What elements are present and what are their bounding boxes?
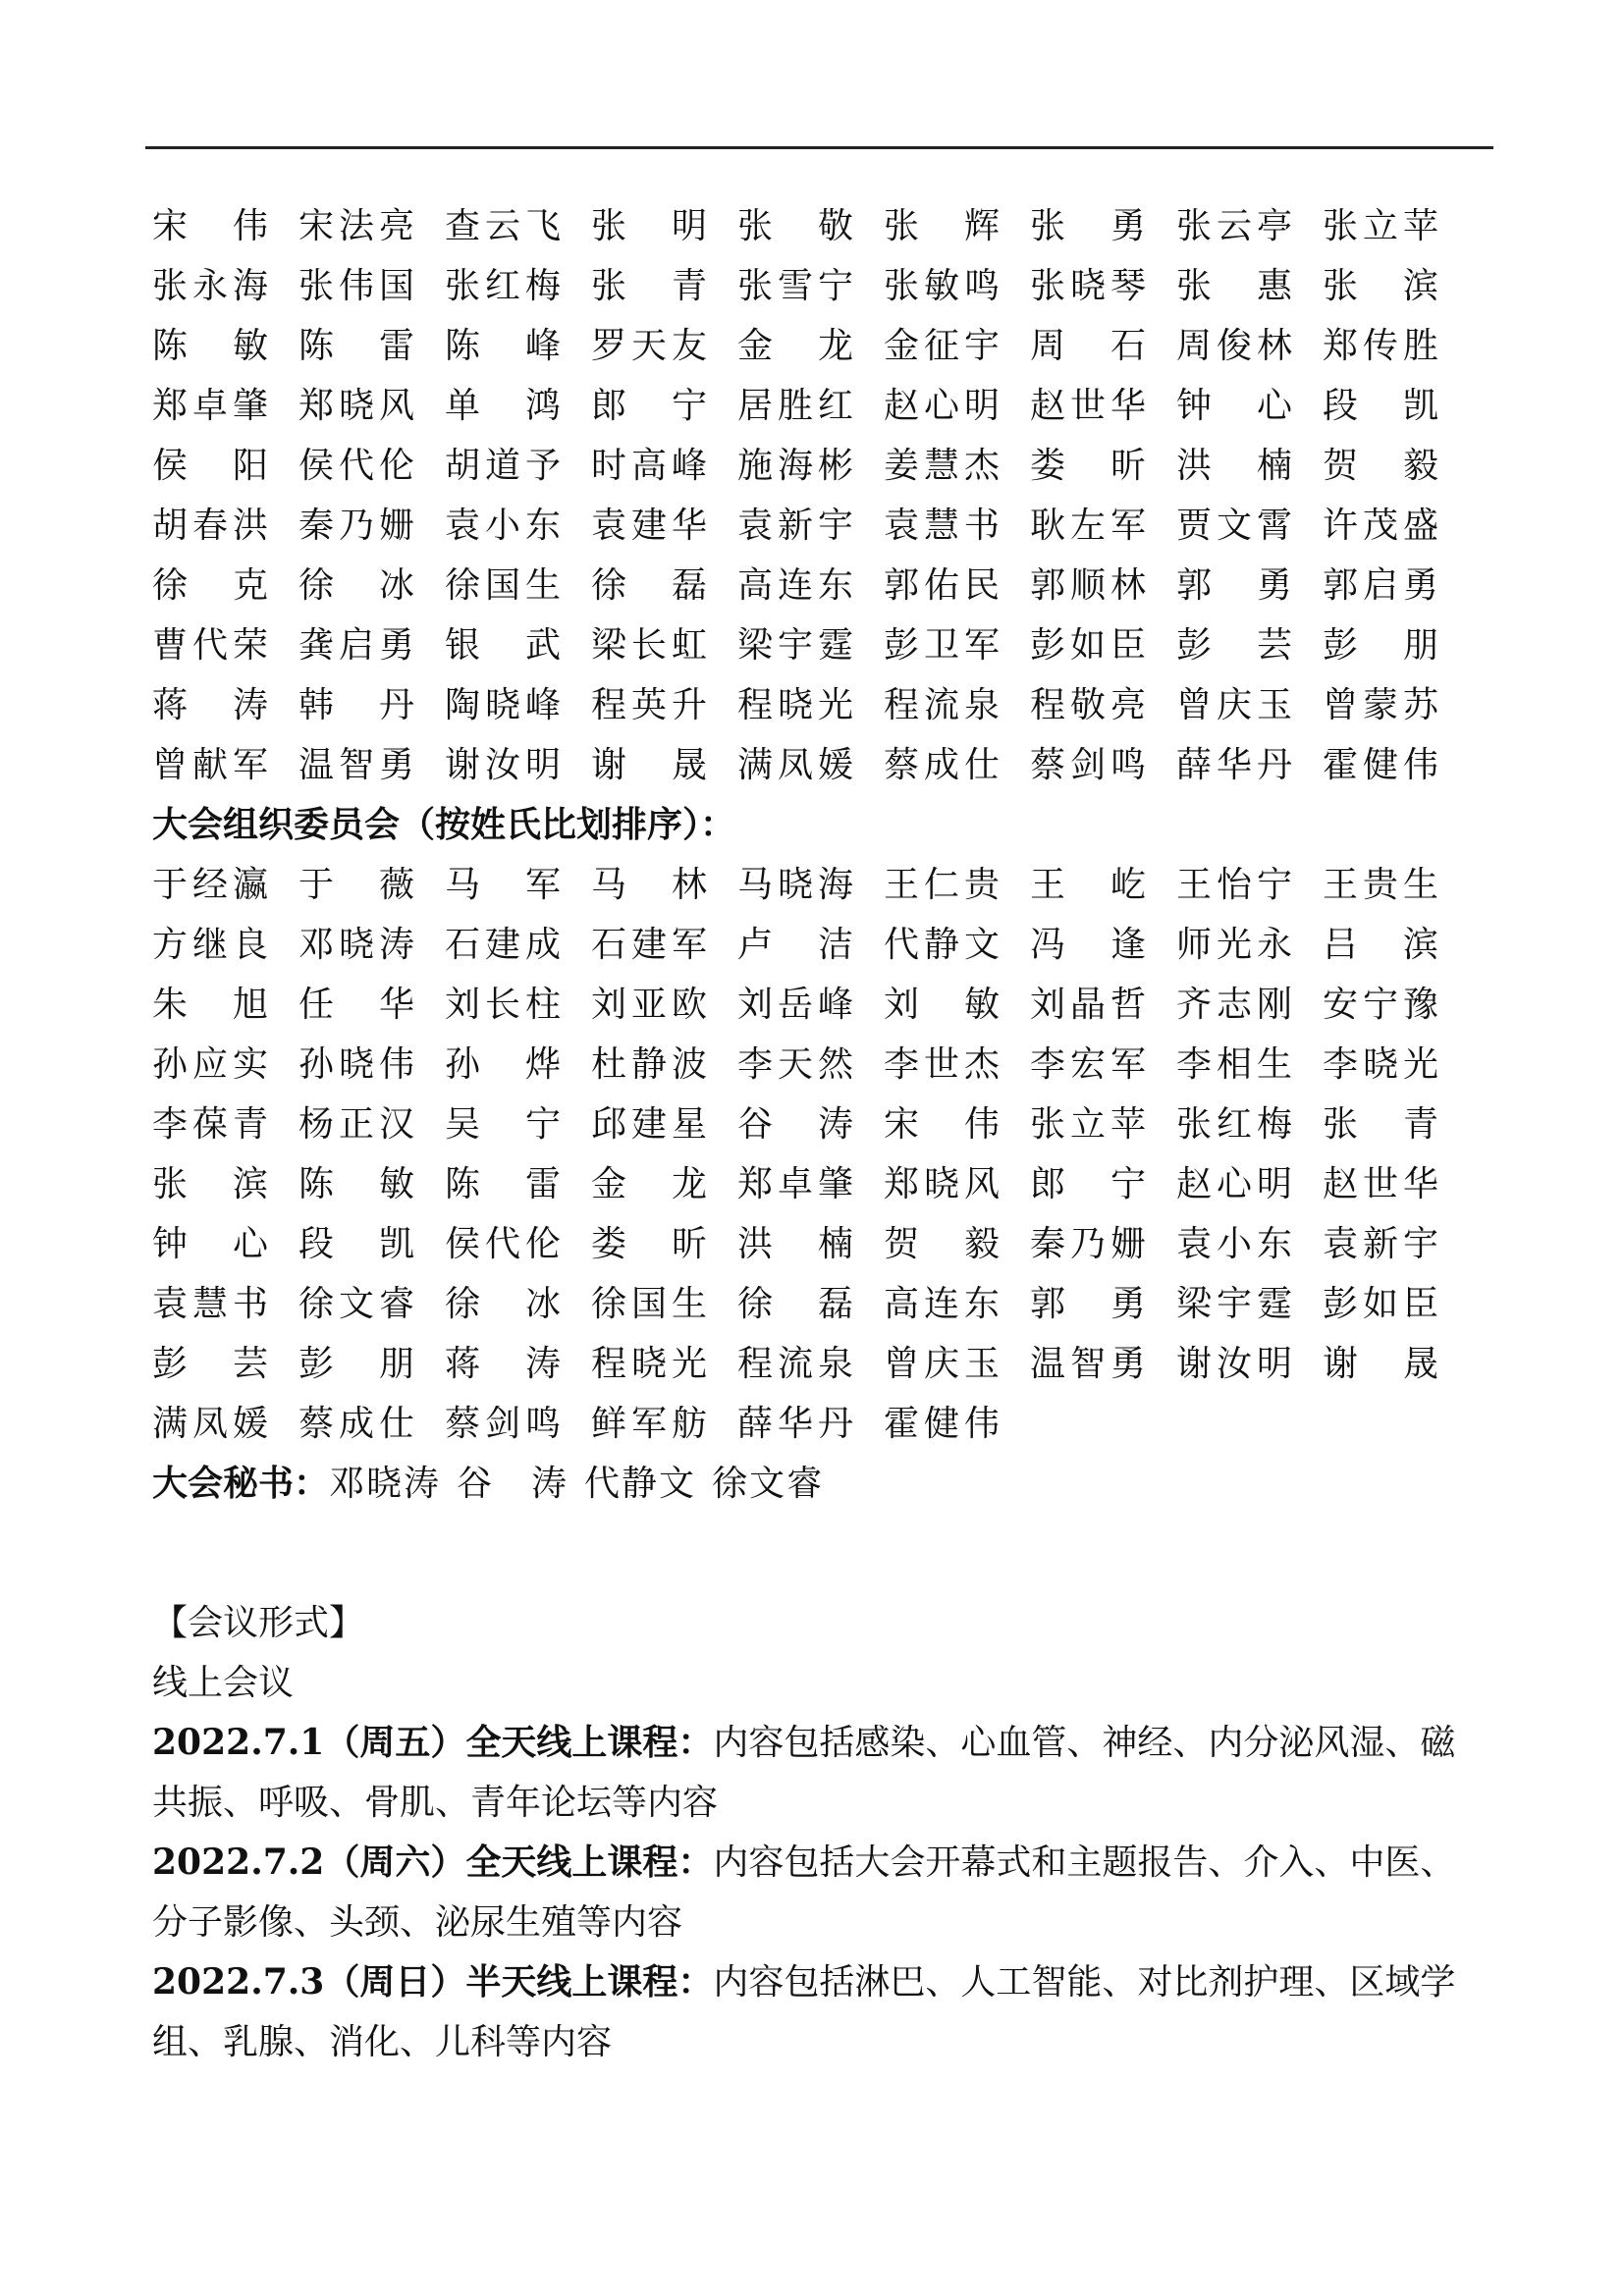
name-cell: 查云飞 — [445, 206, 563, 246]
name-cell: 贺 毅 — [1323, 446, 1440, 486]
name-cell: 张 敬 — [737, 206, 855, 246]
name-cell: 陈 敏 — [298, 1164, 416, 1204]
name-cell: 谢汝明 — [1176, 1344, 1294, 1384]
name-cell: 金 龙 — [591, 1164, 709, 1204]
name-cell: 孙 烨 — [445, 1044, 563, 1085]
name-cell: 袁慧书 — [152, 1284, 270, 1324]
name-cell: 段 凯 — [298, 1224, 416, 1264]
name-cell: 袁新宇 — [1323, 1224, 1440, 1264]
name-cell: 刘岳峰 — [737, 985, 855, 1025]
name-cell: 郑传胜 — [1323, 326, 1440, 366]
name-cell: 彭 朋 — [298, 1344, 416, 1384]
name-cell: 许茂盛 — [1323, 506, 1440, 546]
schedule-item — [152, 1833, 1468, 1952]
name-cell: 王仁贵 — [884, 865, 1001, 905]
name-cell: 胡道予 — [445, 446, 563, 486]
name-cell: 徐国生 — [591, 1284, 709, 1324]
name-cell: 徐 冰 — [445, 1284, 563, 1324]
spacer — [152, 1514, 1468, 1574]
name-cell: 张永海 — [152, 266, 270, 306]
name-cell: 陈 雷 — [445, 1164, 563, 1204]
name-cell: 宋 伟 — [884, 1104, 1001, 1145]
schedule-description: 内容包括感染、心血管、神经、内分泌风湿、磁共振、呼吸、骨肌、青年论坛等内容 — [152, 1723, 1456, 1823]
name-cell: 曾庆玉 — [884, 1344, 1001, 1384]
name-cell: 张 滨 — [1323, 266, 1440, 306]
name-cell: 谷 涛 — [737, 1104, 855, 1145]
name-cell: 居胜红 — [737, 386, 855, 426]
name-cell: 袁小东 — [445, 506, 563, 546]
name-cell: 张晓琴 — [1030, 266, 1148, 306]
name-cell: 张云亭 — [1176, 206, 1294, 246]
name-cell: 孙应实 — [152, 1044, 270, 1085]
schedule-item — [152, 1713, 1468, 1833]
spacer — [152, 1574, 1468, 1593]
name-cell: 满凤媛 — [152, 1404, 270, 1444]
name-cell: 郭佑民 — [884, 565, 1001, 606]
committee-name-grid — [152, 196, 1468, 795]
name-cell: 鲜军舫 — [591, 1404, 709, 1444]
name-cell: 石建军 — [591, 925, 709, 965]
name-cell: 刘晶哲 — [1030, 985, 1148, 1025]
name-cell: 侯 阳 — [152, 446, 270, 486]
name-cell: 刘亚欧 — [591, 985, 709, 1025]
name-cell: 卢 洁 — [737, 925, 855, 965]
name-cell: 赵心明 — [884, 386, 1001, 426]
name-cell: 石建成 — [445, 925, 563, 965]
meeting-format-subtitle: 线上会议 — [152, 1663, 295, 1703]
name-cell: 陈 峰 — [445, 326, 563, 366]
name-cell: 谢 晟 — [1323, 1344, 1440, 1384]
name-cell: 王 屹 — [1030, 865, 1148, 905]
name-cell: 彭 芸 — [1176, 625, 1294, 666]
name-cell: 龚启勇 — [298, 625, 416, 666]
name-cell: 赵心明 — [1176, 1164, 1294, 1204]
name-cell: 张 明 — [591, 206, 709, 246]
name-cell: 郎 宁 — [1030, 1164, 1148, 1204]
name-cell: 张红梅 — [445, 266, 563, 306]
name-cell: 邓晓涛 — [298, 925, 416, 965]
organizing-committee-heading: 大会组织委员会（按姓氏比划排序）： — [152, 804, 736, 845]
name-cell: 张红梅 — [1176, 1104, 1294, 1145]
name-cell: 徐 冰 — [298, 565, 416, 606]
name-cell: 娄 昕 — [591, 1224, 709, 1264]
name-cell: 代静文 — [884, 925, 1001, 965]
name-cell: 钟 心 — [152, 1224, 270, 1264]
name-cell: 薛华丹 — [737, 1404, 855, 1444]
name-cell: 徐 克 — [152, 565, 270, 606]
page-content — [152, 196, 1468, 2072]
name-cell: 杨正汉 — [298, 1104, 416, 1145]
name-cell: 单 鸿 — [445, 386, 563, 426]
name-cell: 赵世华 — [1030, 386, 1148, 426]
name-cell: 袁小东 — [1176, 1224, 1294, 1264]
name-cell: 霍健伟 — [884, 1404, 1001, 1444]
name-cell: 李晓光 — [1323, 1044, 1440, 1085]
name-cell: 张 滨 — [152, 1164, 270, 1204]
meeting-format-title: 【会议形式】 — [152, 1603, 365, 1643]
name-cell: 彭如臣 — [1323, 1284, 1440, 1324]
name-cell: 霍健伟 — [1323, 745, 1440, 785]
name-cell: 袁新宇 — [737, 506, 855, 546]
name-cell: 张伟国 — [298, 266, 416, 306]
name-cell: 齐志刚 — [1176, 985, 1294, 1025]
name-cell: 谢汝明 — [445, 745, 563, 785]
name-cell: 银 武 — [445, 625, 563, 666]
name-cell: 袁慧书 — [884, 506, 1001, 546]
secretary-name: 谷 涛 — [457, 1464, 569, 1504]
name-cell: 郑晓风 — [298, 386, 416, 426]
name-cell: 李天然 — [737, 1044, 855, 1085]
name-cell: 李宏军 — [1030, 1044, 1148, 1085]
name-cell: 蔡成仕 — [884, 745, 1001, 785]
name-cell: 陶晓峰 — [445, 685, 563, 725]
name-cell: 彭 朋 — [1323, 625, 1440, 666]
name-cell: 于经瀛 — [152, 865, 270, 905]
name-cell: 温智勇 — [298, 745, 416, 785]
name-cell: 陈 敏 — [152, 326, 270, 366]
name-cell: 郭顺林 — [1030, 565, 1148, 606]
name-cell: 时高峰 — [591, 446, 709, 486]
name-cell: 刘 敏 — [884, 985, 1001, 1025]
name-cell: 梁宇霆 — [1176, 1284, 1294, 1324]
schedule-date-label: 2022.7.1（周五）全天线上课程： — [152, 1722, 714, 1763]
name-cell: 曾庆玉 — [1176, 685, 1294, 725]
name-cell: 李世杰 — [884, 1044, 1001, 1085]
name-cell: 洪 楠 — [1176, 446, 1294, 486]
schedule-date-label: 2022.7.2（周六）全天线上课程： — [152, 1842, 714, 1883]
secretaries-line — [152, 1454, 1468, 1514]
name-cell: 张 辉 — [884, 206, 1001, 246]
name-cell: 李葆青 — [152, 1104, 270, 1145]
name-cell: 徐国生 — [445, 565, 563, 606]
name-cell: 徐文睿 — [298, 1284, 416, 1324]
name-cell: 曾蒙苏 — [1323, 685, 1440, 725]
name-cell: 钟 心 — [1176, 386, 1294, 426]
name-cell: 程晓光 — [591, 1344, 709, 1384]
name-cell: 任 华 — [298, 985, 416, 1025]
secretaries-label: 大会秘书： — [152, 1463, 330, 1504]
name-cell: 薛华丹 — [1176, 745, 1294, 785]
name-cell: 曾献军 — [152, 745, 270, 785]
name-cell: 蔡剑鸣 — [1030, 745, 1148, 785]
name-cell: 师光永 — [1176, 925, 1294, 965]
name-cell: 罗天友 — [591, 326, 709, 366]
secretaries-names — [329, 1464, 839, 1504]
name-cell: 刘长柱 — [445, 985, 563, 1025]
name-cell: 梁宇霆 — [737, 625, 855, 666]
name-cell: 程英升 — [591, 685, 709, 725]
name-cell: 徐 磊 — [591, 565, 709, 606]
name-cell: 郭启勇 — [1323, 565, 1440, 606]
name-cell: 彭如臣 — [1030, 625, 1148, 666]
name-cell: 程流泉 — [884, 685, 1001, 725]
name-cell: 李相生 — [1176, 1044, 1294, 1085]
name-cell: 宋 伟 — [152, 206, 270, 246]
name-cell: 吕 滨 — [1323, 925, 1440, 965]
name-cell: 蒋 涛 — [152, 685, 270, 725]
name-cell: 张 勇 — [1030, 206, 1148, 246]
name-cell: 王贵生 — [1323, 865, 1440, 905]
name-cell: 张 惠 — [1176, 266, 1294, 306]
name-cell: 满凤媛 — [737, 745, 855, 785]
name-cell: 娄 昕 — [1030, 446, 1148, 486]
name-cell: 谢 晟 — [591, 745, 709, 785]
name-cell: 贺 毅 — [884, 1224, 1001, 1264]
name-cell: 马 军 — [445, 865, 563, 905]
name-cell: 陈 雷 — [298, 326, 416, 366]
name-cell: 张 青 — [591, 266, 709, 306]
secretary-name: 代静文 — [584, 1464, 697, 1504]
name-cell: 郎 宁 — [591, 386, 709, 426]
name-cell: 温智勇 — [1030, 1344, 1148, 1384]
schedule-list — [152, 1713, 1468, 2072]
schedule-description: 内容包括淋巴、人工智能、对比剂护理、区域学组、乳腺、消化、儿科等内容 — [152, 1962, 1456, 2062]
name-cell: 韩 丹 — [298, 685, 416, 725]
name-cell: 朱 旭 — [152, 985, 270, 1025]
name-cell: 彭卫军 — [884, 625, 1001, 666]
name-cell: 宋法亮 — [298, 206, 416, 246]
name-cell: 张 青 — [1323, 1104, 1440, 1145]
name-cell: 杜静波 — [591, 1044, 709, 1085]
name-cell: 郑晓风 — [884, 1164, 1001, 1204]
name-cell: 侯代伦 — [298, 446, 416, 486]
name-cell: 马 林 — [591, 865, 709, 905]
name-cell: 程流泉 — [737, 1344, 855, 1384]
name-cell: 秦乃姗 — [298, 506, 416, 546]
name-cell: 梁长虹 — [591, 625, 709, 666]
name-cell: 周 石 — [1030, 326, 1148, 366]
name-cell: 贾文霄 — [1176, 506, 1294, 546]
name-cell: 蒋 涛 — [445, 1344, 563, 1384]
name-cell: 曹代荣 — [152, 625, 270, 666]
name-cell: 徐 磊 — [737, 1284, 855, 1324]
name-cell: 郭 勇 — [1176, 565, 1294, 606]
name-cell: 张立苹 — [1030, 1104, 1148, 1145]
name-cell: 张敏鸣 — [884, 266, 1001, 306]
name-cell: 洪 楠 — [737, 1224, 855, 1264]
name-cell: 金征宇 — [884, 326, 1001, 366]
name-cell: 施海彬 — [737, 446, 855, 486]
name-cell: 金 龙 — [737, 326, 855, 366]
name-cell: 张雪宁 — [737, 266, 855, 306]
name-cell: 蔡剑鸣 — [445, 1404, 563, 1444]
secretary-name: 徐文睿 — [712, 1464, 825, 1504]
name-cell: 侯代伦 — [445, 1224, 563, 1264]
header-rule — [145, 146, 1493, 149]
name-cell: 周俊林 — [1176, 326, 1294, 366]
name-cell: 高连东 — [884, 1284, 1001, 1324]
name-cell: 耿左军 — [1030, 506, 1148, 546]
schedule-description: 内容包括大会开幕式和主题报告、介入、中医、分子影像、头颈、泌尿生殖等内容 — [152, 1842, 1456, 1943]
name-cell: 于 薇 — [298, 865, 416, 905]
name-cell: 邱建星 — [591, 1104, 709, 1145]
name-cell: 姜慧杰 — [884, 446, 1001, 486]
name-cell: 段 凯 — [1323, 386, 1440, 426]
name-cell: 程晓光 — [737, 685, 855, 725]
name-cell: 郭 勇 — [1030, 1284, 1148, 1324]
name-cell: 冯 逢 — [1030, 925, 1148, 965]
name-cell: 马晓海 — [737, 865, 855, 905]
organizing-committee-name-grid — [152, 855, 1468, 1454]
name-cell: 胡春洪 — [152, 506, 270, 546]
schedule-item — [152, 1952, 1468, 2072]
name-cell: 吴 宁 — [445, 1104, 563, 1145]
name-cell: 程敬亮 — [1030, 685, 1148, 725]
name-cell: 张立苹 — [1323, 206, 1440, 246]
name-cell: 孙晓伟 — [298, 1044, 416, 1085]
name-cell: 王怡宁 — [1176, 865, 1294, 905]
name-cell: 彭 芸 — [152, 1344, 270, 1384]
schedule-date-label: 2022.7.3（周日）半天线上课程： — [152, 1961, 714, 2002]
name-cell: 郑卓肇 — [737, 1164, 855, 1204]
name-cell: 蔡成仕 — [298, 1404, 416, 1444]
name-cell: 秦乃姗 — [1030, 1224, 1148, 1264]
name-cell: 方继良 — [152, 925, 270, 965]
secretary-name: 邓晓涛 — [329, 1464, 442, 1504]
name-cell: 郑卓肇 — [152, 386, 270, 426]
name-cell: 袁建华 — [591, 506, 709, 546]
name-cell: 安宁豫 — [1323, 985, 1440, 1025]
name-cell: 高连东 — [737, 565, 855, 606]
name-cell: 赵世华 — [1323, 1164, 1440, 1204]
